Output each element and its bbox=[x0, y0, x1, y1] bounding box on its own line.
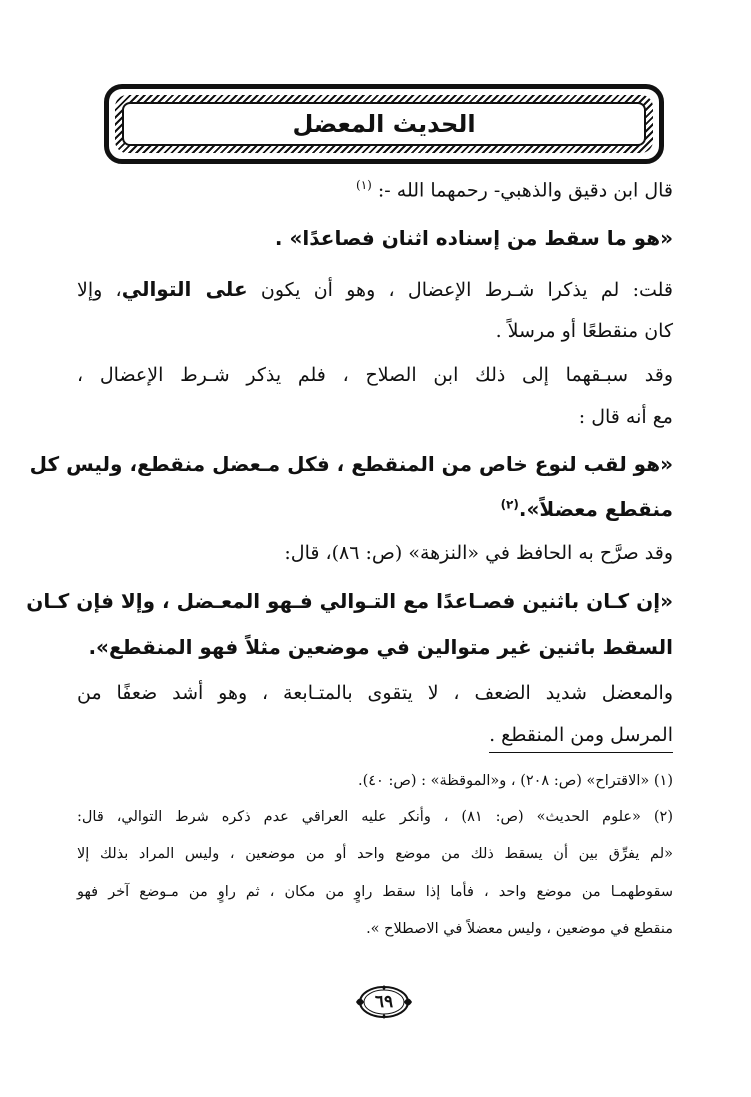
paragraph-2-line-2: كان منقطعًا أو مرسلاً . bbox=[495, 320, 673, 342]
footnote-2-line-4: منقطع في موضعين ، وليس معضلاً في الاصطلاح ». bbox=[366, 921, 673, 937]
quote-1: «هو ما سقط من إسناده اثنان فصاعدًا» . bbox=[274, 226, 673, 250]
footnote-2-line-1: (٢) «علوم الحديث» (ص: ٨١) ، وأنكر عليه العراقي عدم ذكره شرط التوالي، قال: bbox=[77, 809, 673, 825]
paragraph-2-line-1 bbox=[77, 277, 673, 301]
paragraph-2-text-a: قلت: لم يذكرا شـرط الإعضال ، وهو أن يكون bbox=[247, 279, 674, 301]
footnote-2-line-2: «لم يفرِّق بين أن يسقط ذلك من موضع واحد أو من موضعين ، وليس المراد بذلك إلا bbox=[77, 846, 673, 862]
quote-2-text: منقطع معضلاً». bbox=[518, 497, 673, 521]
title-frame bbox=[104, 84, 664, 164]
paragraph-2-emphasis: على التوالي bbox=[121, 277, 248, 301]
paragraph-5-line-2 bbox=[77, 724, 673, 753]
title-box bbox=[122, 102, 646, 146]
quote-3-line-1: «إن كـان باثنين فصـاعدًا مع التـوالي فـهو المعـضل ، وإلا فإن كـان bbox=[26, 589, 673, 613]
paragraph-2-text-c: ، وإلا bbox=[77, 279, 122, 301]
footnote-ref-1: (١) bbox=[356, 178, 372, 192]
title-frame-hatch bbox=[115, 95, 653, 153]
chapter-title: الحديث المعضل bbox=[292, 110, 476, 138]
page-number-badge bbox=[352, 983, 416, 1021]
footnote-ref-2: (٢) bbox=[500, 497, 519, 512]
paragraph-3-line-1: وقد سبـقهما إلى ذلك ابن الصلاح ، فلم يذكر شـرط الإعضال ، bbox=[77, 364, 673, 386]
paragraph-3-line-2: مع أنه قال : bbox=[578, 406, 673, 428]
paragraph-1-text: قال ابن دقيق والذهبي- رحمهما الله -: bbox=[371, 179, 673, 202]
quote-2-line-1: «هو لقب لنوع خاص من المنقطع ، فكل مـعضل منقطع، وليس كل bbox=[29, 452, 673, 476]
quote-3-line-2: السقط باثنين غير متوالين في موضعين مثلاً فهو المنقطع». bbox=[88, 635, 673, 659]
paragraph-5-text: المرسل ومن المنقطع . bbox=[489, 724, 673, 753]
paragraph-1 bbox=[77, 178, 673, 201]
quote-2-line-2 bbox=[77, 497, 673, 521]
paragraph-5-line-1: والمعضل شديد الضعف ، لا يتقوى بالمتـابعة ، وهو أشد ضعفًا من bbox=[77, 682, 673, 704]
footnote-1: (١) «الاقتراح» (ص: ٢٠٨) ، و«الموقظة» : (ص: ٤٠). bbox=[357, 773, 673, 789]
paragraph-4: وقد صرَّح به الحافظ في «النزهة» (ص: ٨٦)، قال: bbox=[284, 542, 673, 564]
page-number: ٦٩ bbox=[374, 992, 394, 1012]
footnote-2-line-3: سقوطهمـا من موضع واحد ، فأما إذا سقط راوٍ من مكان ، ثم راوٍ من مـوضع آخر فهو bbox=[77, 884, 673, 900]
